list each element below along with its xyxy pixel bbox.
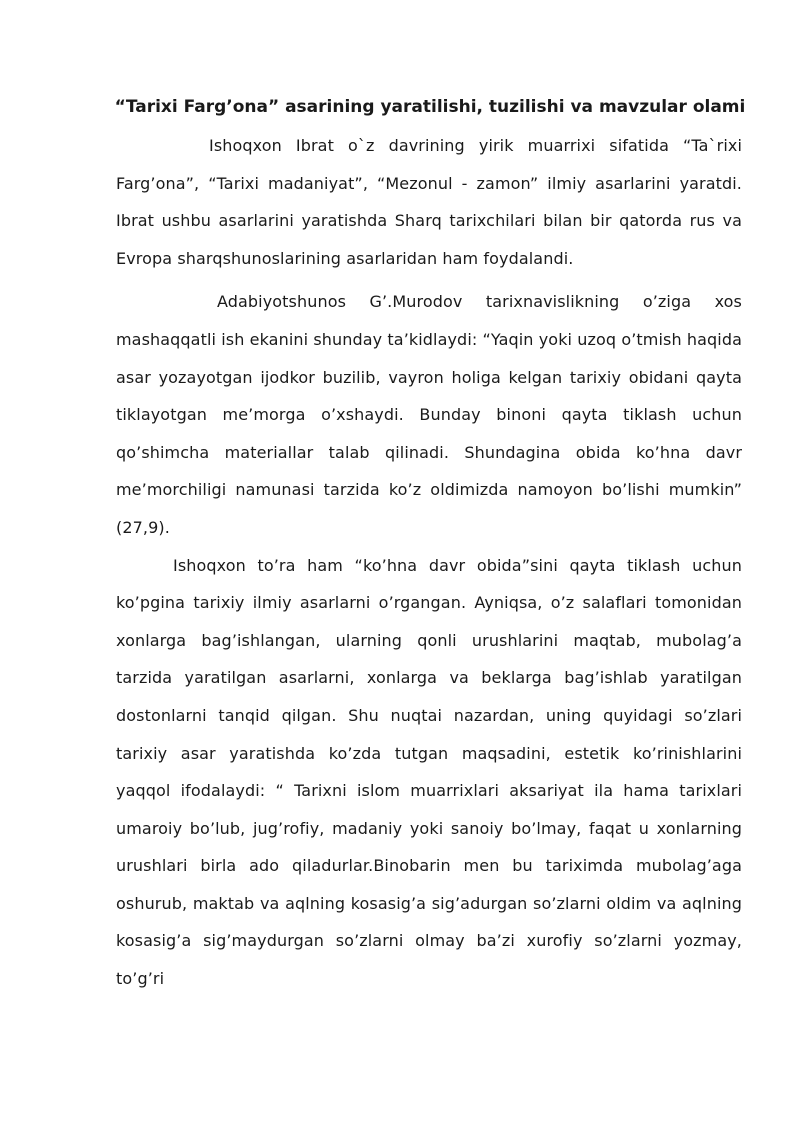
paragraph-3: Ishoqxon to’ra ham “ko’hna davr obida”sini qayta tiklash uchun ko’pgina tarixiy ilmiy asarlarni o’rgangan. Ayniqsa, o’z salaflari tomonidan xonlarga bag’ishlangan, ularning qonli urushlarini maqtab, mubolag’a tarzida yaratilgan asarlarni, xonlarga va beklarga bag’ishlab yaratilgan dostonlarni tanqid qilgan. Shu nuqtai nazardan, uning quyidagi so’zlari tarixiy asar yaratishda ko’zda tutgan maqsadini, estetik ko’rinishlarini yaqqol ifodalaydi: “ Tarixni islom muarrixlari aksariyat ila hama tarixlari umaroiy bo’lub, jug’rofiy, madaniy yoki sanoiy bo’lmay, faqat u xonlarning urushlari birla ado qiladurlar.Binobarin men bu tariximda mubolag’aga oshurub, maktab va aqlning kosasig’a sig’adurgan so’zlarni oldim va aqlning kosasig’a sig’maydurgan so’zlarni olmay ba’zi xurofiy so’zlarni yozmay, to’g’ri [116,555,742,989]
document-body [116,127,742,998]
document-title: “Tarixi Farg’ona” asarining yaratilishi, tuzilishi va mavzular olami [114,97,746,117]
paragraph-2: Adabiyotshunos G’.Murodov tarixnavislikning o’ziga xos mashaqqatli ish ekanini shunday ta’kidlaydi: “Yaqin yoki uzoq o’tmish haqida asar yozayotgan ijodkor buzilib, vayron holiga kelgan tarixiy obidani qayta tiklayotgan me’morga o’xshaydi. Bunday binoni qayta tiklash uchun qo’shimcha materiallar talab qilinadi. Shundagina obida ko’hna davr me’morchiligi namunasi tarzida ko’z oldimizda namoyon bo’lishi mumkin” (27,9). [116,292,743,537]
paragraph-1: Ishoqxon Ibrat o`z davrining yirik muarrixi sifatida “Ta`rixi Farg’ona”, “Tarixi madaniyat”, “Mezonul - zamon” ilmiy asarlarini yaratdi. Ibrat ushbu asarlarini yaratishda Sharq tarixchilari bilan bir qatorda rus va Evropa sharqshunoslarining asarlaridan ham foydalandi. [116,136,742,268]
